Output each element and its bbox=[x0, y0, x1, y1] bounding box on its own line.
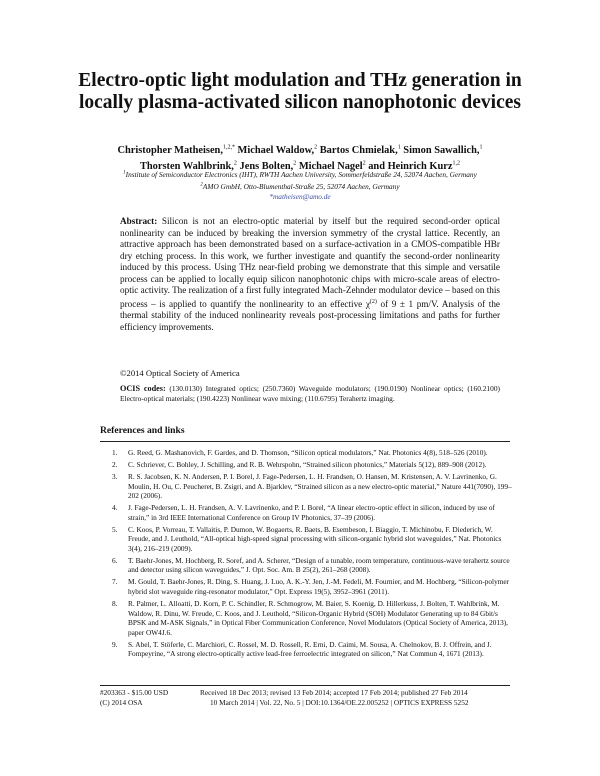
affiliation: $^2$AMO GmbH, Otto-Blumenthal-Straße 25, 52074 Aachen, Germany bbox=[200, 181, 400, 191]
footer-divider bbox=[100, 685, 510, 686]
email-link[interactable]: *matheisen@amo.de bbox=[269, 191, 331, 201]
ocis-text: (130.0130) Integrated optics; (250.7360) Waveguide modulators; (190.0190) Nonlinear optics; (160.2100) Electro-optical materials; (190.4223) Nonlinear wave mixing; (110.6795) Terahertz imaging. bbox=[120, 384, 500, 403]
author: Simon Sawallich,$^1$ bbox=[403, 145, 483, 157]
abstract-text-end: of 9 ± 1 pm/V. Analysis of the thermal stability of the induced nonlinearity reveals post-processing limitations and paths for further efficiency improvements. bbox=[120, 298, 500, 332]
footer-copyright: (C) 2014 OSA bbox=[100, 698, 143, 707]
abstract bbox=[120, 216, 500, 333]
author: Jens Bolten,$^2$ bbox=[239, 160, 297, 172]
reference-item: 7. M. Gould, T. Baehr-Jones, R. Ding, S. Huang, J. Luo, A. K.-Y. Jen, J.-M. Fedeli, M. Fournier, and M. Hochberg, “Silicon-polymer hybrid slot waveguide ring-resonator modulator,” Opt. Express 19(5), 3952–3961 (2011). bbox=[112, 577, 510, 597]
reference-item: 6. T. Baehr-Jones, M. Hochberg, R. Soref, and A. Scherer, “Design of a tunable, room temperature, continuous-wave terahertz source and detector using silicon waveguides,” J. Opt. Soc. Am. B 25(2), 261–268 (2008). bbox=[112, 555, 510, 575]
author: and Heinrich Kurz$^{1,2}$ bbox=[368, 160, 461, 172]
reference-item: 9. S. Abel, T. Stöferle, C. Marchiori, C. Rossel, M. D. Rossell, R. Erni, D. Caimi, M. Sousa, A. Chelnokov, B. J. Offrein, and J. Fompeyrine, “A strong electro-optically active lead-free ferroelectric integrated on silicon,” Nat Commun 4, 1671 (2013). bbox=[112, 639, 492, 659]
reference-item: 1. G. Reed, G. Mashanovich, F. Gardes, and D. Thomson, “Silicon optical modulators,” Nat. Photonics 4(8), 518–526 (2010). bbox=[112, 448, 488, 457]
abstract-text: Silicon is not an electro-optic material by itself but the required second-order optical nonlinearity can be induced by breaking the inversion symmetry of the crystal lattice. Recently, an attractive approach has been demonstrated based on a surface-activation in a CMOS-compatible HBr dry etching process. In this work, we further investigate and quantify the second-order nonlinearity induced by this process. Using THz near-field probing we demonstrate that this simple and versatile process can be applied to locally equip silicon nanophotonic chips with micro-scale areas of electro-optic activity. The realization of a first fully integrated Mach-Zehnder modulator device – based on this process – is applied to quantify the nonlinearity to an effective χ bbox=[120, 216, 501, 309]
footer-price: #203363 - $15.00 USD bbox=[100, 688, 169, 697]
author: Michael Waldow,$^2$ bbox=[237, 145, 318, 157]
author: Christopher Matheisen,$^{1,2,*}$ bbox=[117, 145, 235, 157]
references-heading: References and links bbox=[100, 425, 185, 436]
reference-list bbox=[112, 448, 512, 661]
author: Bartos Chmielak,$^1$ bbox=[319, 145, 401, 157]
affiliations bbox=[110, 169, 490, 202]
reference-item: 4. J. Fage-Pedersen, L. H. Frandsen, A. V. Lavrinenko, and P. I. Borel, “A linear electro-optic effect in silicon, induced by use of strain,” in 3rd IEEE International Conference on Group IV Photonics, 37–39 (2006). bbox=[112, 503, 495, 522]
ocis-label: OCIS codes: bbox=[120, 384, 166, 393]
reference-item: 8. R. Palmer, L. Alloatti, D. Korn, P. C. Schindler, R. Schmogrow, M. Baier, S. Koenig, D. Hillerkuss, J. Bolten, T. Wahlbrink, M. Waldow, R. Dinu, W. Freude, C. Koos, and J. Leuthold, “Silicon-Organic Hybrid (SOH) Modulator Generating up to 84 Gbit/s BPSK and M-ASK Signals,” in Optical Fiber Communication Conference, Novel Modulators (Optical Society of America, 2013), paper OW4J.6. bbox=[112, 599, 508, 637]
page-footer bbox=[100, 688, 510, 708]
ocis-codes bbox=[120, 384, 500, 404]
reference-item: 2. C. Schriever, C. Bohley, J. Schilling, and R. B. Wehrspohn, “Strained silicon photonics,” Materials 5(12), 889–908 (2012). bbox=[112, 459, 487, 469]
reference-item: 3. R. S. Jacobsen, K. N. Andersen, P. I. Borel, J. Fage-Pedersen, L. H. Frandsen, O. Hansen, M. Kristensen, A. V. Lavrinenko, G. Moulin, H. Ou, C. Peucheret, B. Zsigri, and A. Bjarklev, “Strained silicon as a new electro-optic material,” Nature 441(7090), 199–202 (2006). bbox=[112, 471, 512, 501]
author: Michael Nagel$^2$ bbox=[298, 160, 366, 172]
references-divider bbox=[100, 441, 510, 442]
affiliation: $^1$Institute of Semiconductor Electronics (IHT), RWTH Aachen University, Sommerfeldstraße 24, 52074 Aachen, Germany bbox=[123, 170, 477, 180]
footer-history: Received 18 Dec 2013; revised 13 Feb 2014; accepted 17 Feb 2014; published 27 Feb 2014 bbox=[200, 688, 468, 697]
abstract-label: Abstract: bbox=[120, 216, 158, 226]
reference-item: 5. C. Koos, P. Vorreau, T. Vallaitis, P. Dumon, W. Bogaerts, R. Baets, B. Esembeson, I. Biaggio, T. Michinobu, F. Diederich, W. Freude, and J. Leuthold, “All-optical high-speed signal processing with silicon-organic hybrid slot waveguides,” Nat. Photonics 3(4), 216–219 (2009). bbox=[112, 524, 502, 553]
footer-citation: 10 March 2014 | Vol. 22, No. 5 | DOI:10.1364/OE.22.005252 | OPTICS EXPRESS 5252 bbox=[210, 698, 469, 707]
copyright-notice: ©2014 Optical Society of America bbox=[120, 368, 240, 378]
chi-superscript: (2) bbox=[369, 298, 377, 305]
author: Thorsten Wahlbrink,$^2$ bbox=[139, 160, 237, 172]
paper-title: Electro-optic light modulation and THz generation in locally plasma-activated silicon nanophotonic devices bbox=[78, 70, 522, 113]
